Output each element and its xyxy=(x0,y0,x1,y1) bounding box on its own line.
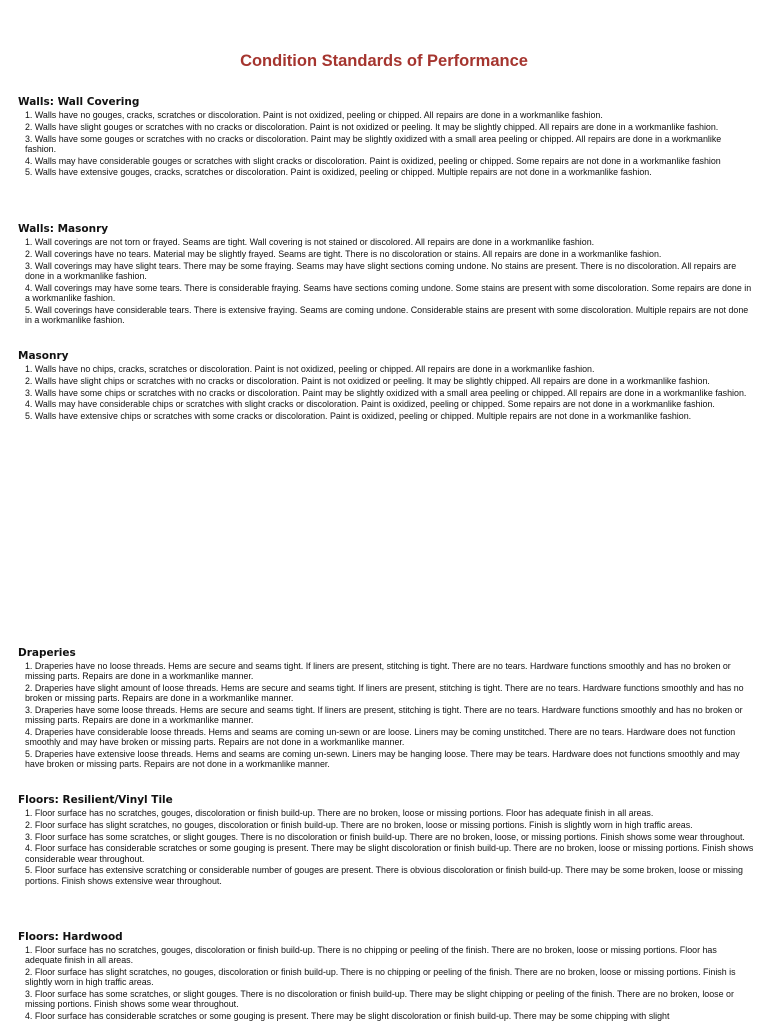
list-item: 4. Walls may have considerable chips or scratches with slight cracks or discoloration. Paint is oxidized, peeling or chipped. Some repairs are not done in a workmanlike fashion. xyxy=(25,399,715,410)
list-item: 1. Walls have no chips, cracks, scratches or discoloration. Paint is not oxidized, peeling or chipped. All repairs are done in a workmanlike fashion. xyxy=(25,364,595,374)
page-title: Condition Standards of Performance xyxy=(240,52,528,70)
list-item: 4. Floor surface has considerable scratches or some gouging is present. There may be slight discoloration or finish build-up. There may be some chipping with slight xyxy=(25,1011,670,1021)
list-item: 4. Walls may have considerable gouges or scratches with slight cracks or discoloration. Paint is oxidized, peeling or chipped. Some repairs are not done in a workmanlike fashion xyxy=(25,155,721,166)
section-floors-resilient-vinyl-tile xyxy=(18,794,754,887)
list-item: 5. Walls have extensive gouges, cracks, scratches or discoloration. Paint is oxidized, peeling or chipped. Multiple repairs are not done in a workmanlike fashion. xyxy=(25,167,652,178)
list-item: 4. Draperies have considerable loose threads. Hems and seams are coming un-sewn or are loose. Liners may be coming unstitched. There are no tears. Hardware does not function smoothly and may have broken or missing parts. Repairs are not done in a workmanlike manner. xyxy=(25,727,736,748)
section-heading: Walls: Masonry xyxy=(18,223,109,235)
list-item: 1. Wall coverings are not torn or frayed. Seams are tight. Wall covering is not stained or discolored. All repairs are done in a workmanlike fashion. xyxy=(25,237,595,247)
list-item: 3. Walls have some chips or scratches with no cracks or discoloration. Paint may be slightly oxidized with a small area peeling or chipped. All repairs are done in a workmanlike fashion. xyxy=(25,387,747,398)
list-item: 2. Walls have slight gouges or scratches with no cracks or discoloration. Paint is not oxidized or peeling. It may be slightly chipped. All repairs are done in a workmanlike fashion. xyxy=(25,121,719,132)
list-item: 2. Draperies have slight amount of loose threads. Hems are secure and seams tight. If liners are present, stitching is tight. There are no tears. Hardware functions smoothly and has no broken or missing parts. Repairs are done in a workmanlike manner. xyxy=(25,683,744,704)
list-item: 3. Floor surface has some scratches, or slight gouges. There is no discoloration or finish build-up. There are no broken, loose, or missing portions. Finish shows some wear throughout. xyxy=(25,831,745,842)
list-item: 2. Walls have slight chips or scratches with no cracks or discoloration. Paint is not oxidized or peeling. It may be slightly chipped. All repairs are done in a workmanlike fashion. xyxy=(25,375,710,386)
list-item: 5. Walls have extensive chips or scratches with some cracks or discoloration. Paint is oxidized, peeling or chipped. Multiple repairs are not done in a workmanlike fashion. xyxy=(25,411,692,422)
list-item: 1. Floor surface has no scratches, gouges, discoloration or finish build-up. There are no broken, loose or missing portions. Floor has adequate finish in all areas. xyxy=(25,808,654,818)
list-item: 4. Floor surface has considerable scratches or some gouging is present. There may be slight discoloration or finish build-up. There are no broken, loose or missing portions. Finish shows considerable wear throughout. xyxy=(25,843,754,864)
list-item: 5. Floor surface has extensive scratching or considerable number of gouges are present. There is obvious discoloration or finish build-up. There may be some broken, loose or missing portions. Finish shows extensive wear throughout. xyxy=(25,865,743,886)
list-item: 5. Draperies have extensive loose threads. Hems and seams are coming un-sewn. Liners may be hanging loose. There may be tears. Hardware does not functions smoothly and may have broken or missing parts. Repairs are not done in a workmanlike manner. xyxy=(25,749,740,770)
list-item: 3. Floor surface has some scratches, or slight gouges. There is no discoloration or finish build-up. There may be slight chipping or peeling of the finish. There are no broken, loose or missing portions. Finish shows some wear throughout. xyxy=(25,989,734,1010)
section-heading: Draperies xyxy=(18,647,76,659)
list-item: 1. Draperies have no loose threads. Hems are secure and seams tight. If liners are present, stitching is tight. There are no tears. Hardware functions smoothly and has no broken or missing parts. Repairs are done in a workmanlike manner. xyxy=(25,661,731,682)
section-heading: Floors: Resilient/Vinyl Tile xyxy=(18,794,173,806)
list-item: 5. Wall coverings have considerable tears. There is extensive fraying. Seams are coming undone. Considerable stains are present with some discoloration. Multiple repairs are not done in a workmanlike fashion. xyxy=(25,304,749,325)
section-walls-wall-covering xyxy=(18,96,754,179)
section-heading: Masonry xyxy=(18,350,69,362)
section-heading: Floors: Hardwood xyxy=(18,931,123,943)
item-list xyxy=(18,945,754,1021)
list-item: 3. Wall coverings may have slight tears. There may be some fraying. Seams may have slight sections coming undone. No stains are present. There is no discoloration. All repairs are done in a workmanlike fashion. xyxy=(25,260,737,281)
list-item: 3. Draperies have some loose threads. Hems are secure and seams tight. If liners are present, stitching is tight. There are no tears. Hardware functions smoothly and has no broken or missing parts. Repairs are done in a workmanlike manner. xyxy=(25,705,743,726)
list-item: 2. Wall coverings have no tears. Material may be slightly frayed. Seams are tight. There is no discoloration or stains. All repairs are done in a workmanlike fashion. xyxy=(25,248,662,259)
list-item: 1. Walls have no gouges, cracks, scratches or discoloration. Paint is not oxidized, peeling or chipped. All repairs are done in a workmanlike fashion. xyxy=(25,110,603,120)
section-walls-masonry xyxy=(18,223,754,327)
item-list xyxy=(18,661,754,769)
item-list xyxy=(18,237,754,325)
list-item: 3. Walls have some gouges or scratches with no cracks or discoloration. Paint may be slightly oxidized with a small area peeling or chipped. All repairs are done in a workmanlike fashion. xyxy=(25,133,722,154)
item-list xyxy=(18,110,754,178)
item-list xyxy=(18,364,754,421)
section-heading: Walls: Wall Covering xyxy=(18,96,140,108)
list-item: 4. Wall coverings may have some tears. There is considerable fraying. Seams have sections coming undone. Some stains are present with some discoloration. Some repairs are done in a workmanlike fashion. xyxy=(25,282,752,303)
item-list xyxy=(18,808,754,886)
section-floors-hardwood xyxy=(18,931,754,1023)
section-draperies xyxy=(18,647,754,771)
list-item: 2. Floor surface has slight scratches, no gouges, discoloration or finish build-up. There are no broken, loose or missing portions. Finish is slightly worn in high traffic areas. xyxy=(25,819,693,830)
section-masonry xyxy=(18,350,754,423)
list-item: 1. Floor surface has no scratches, gouges, discoloration or finish build-up. There is no chipping or peeling of the finish. There are no broken, loose or missing portions. Floor has adequate finish in all areas. xyxy=(25,945,717,966)
list-item: 2. Floor surface has slight scratches, no gouges, discoloration or finish build-up. There is no chipping or peeling of the finish. There are no broken, loose or missing portions. Finish is slightly worn in high traffic areas. xyxy=(25,967,736,988)
